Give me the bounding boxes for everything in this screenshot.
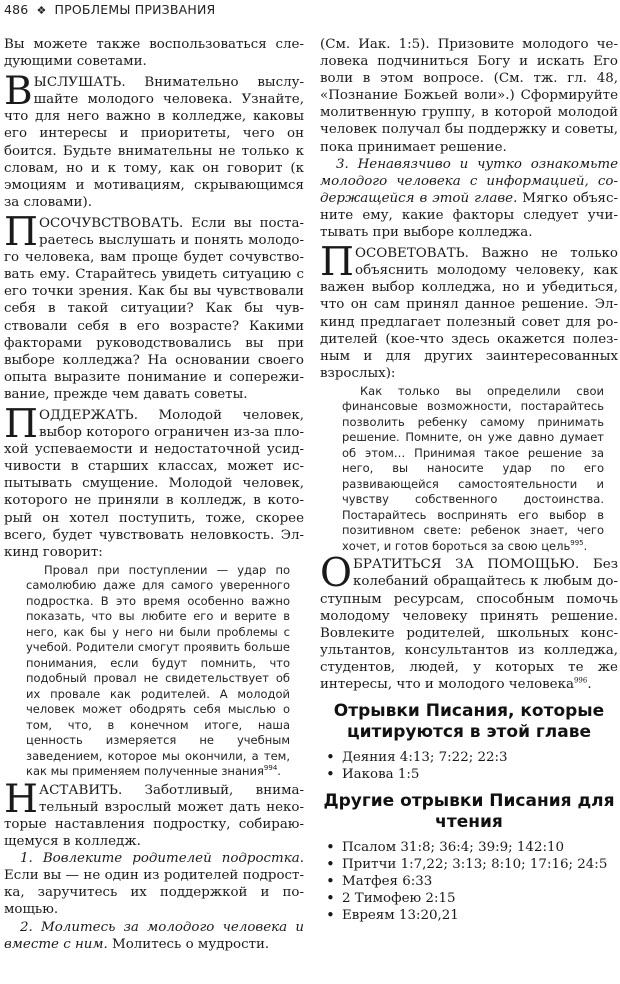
section-text: Заботливый, внимательный взрослый может дать некоторые наставления подростку, собирающемуся в колледж.	[4, 782, 304, 850]
item-label: 2. Молитесь за молодого человека и вместе с ним.	[4, 919, 304, 952]
section-advise	[320, 240, 618, 382]
page-number: 486	[4, 2, 29, 17]
list-item: • 2 Тимофею 2:15	[326, 890, 618, 907]
item-label: 1. Вовлеките родителей подростка.	[20, 851, 304, 867]
numbered-item-2	[4, 919, 304, 953]
footnote-ref: 994	[263, 764, 278, 773]
section-heading: БРАТИТЬСЯ ЗА ПОМОЩЬЮ.	[352, 557, 580, 573]
list-item: • Псалом 31:8; 36:4; 39:9; 142:10	[326, 839, 618, 856]
running-title: ПРОБЛЕМЫ ПРИЗВАНИЯ	[54, 2, 216, 17]
drop-cap: О	[320, 551, 352, 597]
drop-cap: В	[4, 69, 33, 115]
list-item: • Матфея 6:33	[326, 873, 618, 890]
other-scripture-list	[320, 839, 618, 924]
numbered-item-3	[320, 156, 618, 241]
drop-cap: П	[320, 240, 355, 286]
left-column	[4, 36, 304, 953]
item-text: Мягко объясните ему, какие факторы следует учитывать при выборе колледжа.	[320, 190, 618, 241]
drop-cap: Н	[4, 776, 39, 822]
section-text: Внимательно выслушайте молодого человека. Узнайте, что для него важно в колледже, каковы его интересы и приоритеты, чего он боится. Будьте внимательны не только к словам, но и к тому, как он говорит (к эмоциям и мотивациям, скрывающимся за словами).	[4, 75, 304, 210]
numbered-item-1	[4, 850, 304, 918]
scripture-heading: Отрывки Писания, которые цитируются в этой главе	[333, 701, 605, 743]
right-column	[320, 36, 618, 924]
block-quote: Провал при поступлении — удар по самолюбию даже для самого уверенного подростка. В это время особенно важно показать, что вы любите его и верите в него, как бы у него ни были проблемы с учебой. Родители смогут проявить больше понимания, если будут помнить, что подобный провал не свидетельствует об их провале как родителей. А молодой человек может ободрять себя мыслью о том, что, в конечном итоге, наша ценность измеряется не учебным заведением, которое мы окончили, а тем, как мы применяем полученные знания$^{994}$.	[26, 562, 290, 779]
item-text: Молитесь о мудрости.	[107, 936, 270, 952]
other-scripture-heading: Другие отрывки Писания для чтения	[323, 791, 615, 833]
block-quote: Как только вы определили свои финансовые возможности, постарайтесь позволить ребенку самому принимать решение. Помните, он уже давно думает об этом… Принимая такое решение за него, вы наносите удар по его развивающейся самостоятельности и чувству собственного достоинства. Постарайтесь воспринять его выбор в позитивном свете: ребенок знает, чего хочет, и готов бороться за свою цель$^{995}$.	[342, 383, 604, 553]
section-heading: ЫСЛУШАТЬ.	[33, 75, 126, 91]
scripture-list	[320, 749, 618, 783]
footnote-ref: 995	[570, 539, 584, 548]
item-text: Если вы — не один из родителей подростка, заручитесь их поддержкой и помощью.	[4, 868, 304, 918]
continuation-paragraph: (См. Иак. 1:5). Призовите молодого человека подчиниться Богу и искать Его воли в этом вопросе. (См. тж. гл. 48, «Познание Божьей воли».) Сформируйте молитвенную группу, в которой молодой человек получал бы поддержку и советы, пока принимает решение.	[320, 37, 618, 155]
diamond-ornament-icon: ❖	[36, 4, 47, 17]
item-label: 3. Ненавязчиво и чутко ознакомьте молодого человека с информацией, содержащейся в этой главе.	[320, 156, 618, 206]
list-item: • Иакова 1:5	[326, 766, 618, 783]
drop-cap: П	[4, 401, 39, 447]
running-header	[4, 2, 215, 17]
quote-text: Как только вы определили свои финансовые возможности, постарайтесь позволить ребенку самому принимать решение. Помните, он уже давно думает об этом… Принимая такое решение за него, вы наносите удар по его развивающейся самостоятельности и чувству собственного достоинства. Постарайтесь воспринять его выбор в позитивном свете: ребенок знает, чего хочет, и готов бороться за свою цель	[342, 383, 604, 553]
section-heading: ОСОЧУВСТВОВАТЬ.	[39, 215, 184, 231]
list-item: • Деяния 4:13; 7:22; 22:3	[326, 749, 618, 766]
list-item: • Евреям 13:20,21	[326, 907, 618, 924]
section-heading: АСТАВИТЬ.	[39, 782, 123, 798]
section-guide	[4, 776, 304, 850]
section-listen	[4, 69, 304, 211]
section-text: Важно не только объяснить молодому человеку, как важен выбор колледжа, но и убедиться, что он сам принял данное решение. Элкинд предлагает полезный совет для родителей (кое-что здесь окажется полезным и для других заинтересованных взрослых):	[320, 246, 618, 381]
section-text: Без колебаний обращайтесь к любым доступным ресурсам, способным помочь молодому человеку принять решение. Вовлеките родителей, школьных консультантов, консультантов из колледжа, студентов, людей, у которых те же интересы, что и молодого человека	[320, 557, 619, 693]
list-item: • Притчи 1:7,22; 3:13; 8:10; 17:16; 24:5	[326, 856, 618, 873]
section-seek-help: ОБРАТИТЬСЯ ЗА ПОМОЩЬЮ. Без колебаний обращайтесь к любым доступным ресурсам, способным помочь молодому человеку принять решение. Вовлеките родителей, школьных консультантов, консультантов из колледжа, студентов, людей, у которых те же интересы, что и молодого человека$^{996}$.	[320, 551, 619, 693]
section-text: Если вы постараетесь выслушать и понять молодого человека, вам проще будет сочувствовать ему. Старайтесь увидеть ситуацию с его точки зрения. Как бы вы чувствовали себя в такой ситуации? Как бы чувствовали себя в его возрасте? Какими факторами руководствовались вы при выборе колледжа? На основании своего опыта выразите понимание и сопереживание, прежде чем давать советы.	[4, 215, 304, 402]
section-heading: ОДДЕРЖАТЬ.	[39, 407, 138, 423]
drop-cap: П	[4, 209, 39, 255]
footnote-ref: 996	[573, 676, 588, 685]
quote-text: Провал при поступлении — удар по самолюбию даже для самого уверенного подростка. В это время особенно важно показать, что вы любите его и верите в него, как бы у него ни были проблемы с учебой. Родители смогут проявить больше понимания, если будут помнить, что подобный провал не свидетельствует об их провале как родителей. А молодой человек может ободрять себя мыслью о том, что, в конечном итоге, наша ценность измеряется не учебным заведением, которое мы окончили, а тем, как мы применяем полученные знания	[26, 562, 290, 779]
section-support	[4, 401, 304, 561]
section-text: Молодой человек, выбор которого ограничен из-за плохой успеваемости и недостаточной усидчивости в старших классах, может испытывать смущение. Молодой человек, которого не приняли в колледж, в который он хотел поступить, тоже, скорее всего, будет чувствовать неловкость. Элкинд говорит:	[4, 407, 304, 560]
section-heading: ОСОВЕТОВАТЬ.	[355, 246, 469, 262]
section-empathize	[4, 209, 304, 403]
intro-paragraph: Вы можете также воспользоваться следующими советами.	[4, 37, 304, 70]
